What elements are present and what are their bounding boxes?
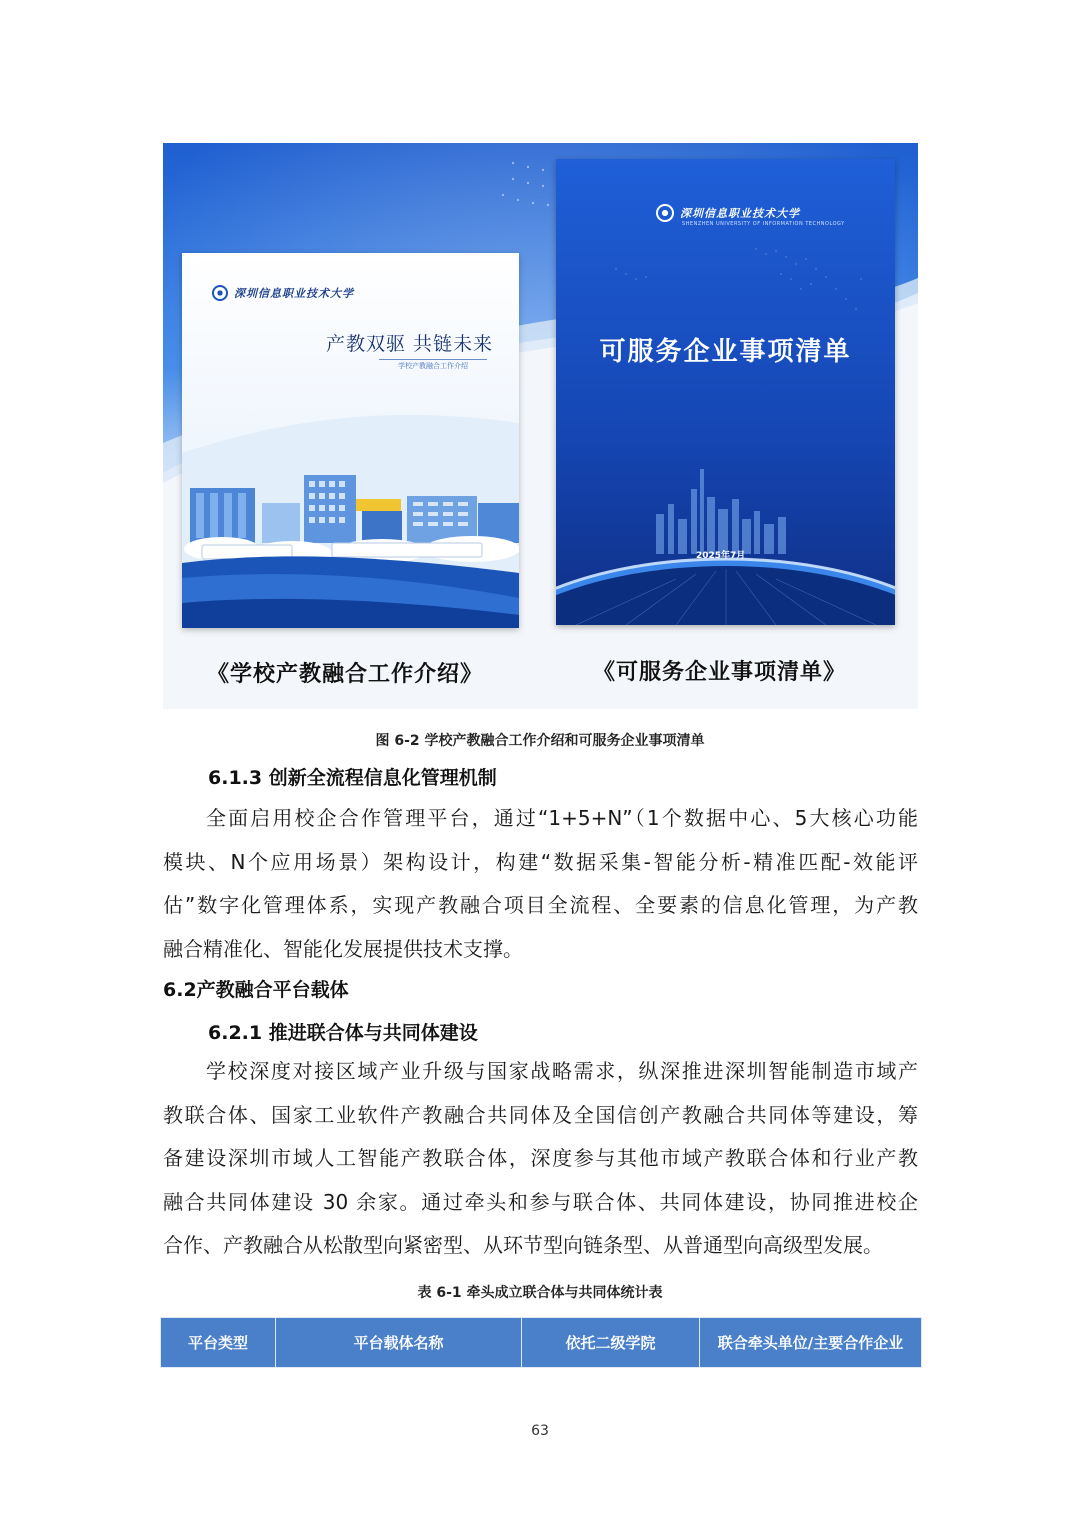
cover-left-logo [212, 285, 354, 301]
cover-left-slogan: 产教双驱 共链未来 [325, 333, 493, 355]
cover-enterprise-service-list [556, 159, 895, 625]
cover-right-logo-text: 深圳信息职业技术大学 [680, 207, 800, 220]
paragraph-line: 估”数字化管理体系，实现产教融合项目全流程、全要素的信息化管理，为产教 [163, 893, 918, 917]
figure-caption: 图 6-2 学校产教融合工作介绍和可服务企业事项清单 [375, 733, 705, 749]
cover-left-logo-text: 深圳信息职业技术大学 [234, 287, 354, 300]
paragraph-6-1-3 [163, 797, 918, 971]
table-header-row [161, 1318, 922, 1368]
cover-right-logo [656, 204, 800, 222]
table-header-partners: 联合牵头单位/主要合作企业 [700, 1318, 922, 1368]
paragraph-line: 融合共同体建设 30 余家。通过牵头和参与联合体、共同体建设，协同推进校企 [163, 1189, 918, 1214]
paragraph-line: 学校深度对接区域产业升级与国家战略需求，纵深推进深圳智能制造市域产 [206, 1059, 918, 1083]
paragraph-6-2-1 [163, 1050, 918, 1268]
cover-left-caption: 《学校产教融合工作介绍》 [207, 662, 484, 687]
table-header-platform-name: 平台载体名称 [276, 1318, 522, 1368]
paragraph-line: 模块、N个应用场景）架构设计，构建“数据采集-智能分析-精准匹配-效能评 [163, 849, 918, 874]
paragraph-line: 融合精准化、智能化发展提供技术支撑。 [163, 936, 523, 961]
paragraph-line: 全面启用校企合作管理平台，通过“1+5+N”（1个数据中心、5大核心功能 [206, 806, 918, 830]
cover-right-caption: 《可服务企业事项清单》 [593, 660, 847, 685]
table-header-college: 依托二级学院 [522, 1318, 700, 1368]
cover-left-subtitle: 学校产教融合工作介绍 [379, 359, 487, 371]
paragraph-line: 备建设深圳市域人工智能产教联合体，深度参与其他市域产教联合体和行业产教 [163, 1146, 918, 1170]
cover-left-illustration [182, 253, 519, 628]
paragraph-line: 教联合体、国家工业软件产教融合共同体及全国信创产教融合共同体等建设，筹 [163, 1102, 918, 1127]
cover-school-industry-education [182, 253, 519, 628]
table-header-platform-type: 平台类型 [161, 1318, 276, 1368]
paragraph-line: 合作、产教融合从松散型向紧密型、从环节型向链条型、从普通型向高级型发展。 [163, 1233, 883, 1257]
heading-6-1-3: 6.1.3 创新全流程信息化管理机制 [208, 767, 497, 789]
cover-right-logo-subtext: SHENZHEN UNIVERSITY OF INFORMATION TECHNOLOGY [682, 221, 845, 227]
university-emblem-icon [656, 204, 674, 222]
page-number: 63 [531, 1423, 549, 1439]
heading-6-2-1: 6.2.1 推进联合体与共同体建设 [208, 1022, 478, 1044]
heading-6-2: 6.2产教融合平台载体 [163, 979, 349, 1001]
university-emblem-icon [212, 285, 228, 301]
table-caption: 表 6-1 牵头成立联合体与共同体统计表 [417, 1285, 663, 1301]
stats-table [160, 1317, 922, 1368]
cover-right-date: 2025年7月 [696, 551, 746, 561]
cover-right-title: 可服务企业事项清单 [599, 337, 852, 367]
figure-image [163, 143, 918, 709]
